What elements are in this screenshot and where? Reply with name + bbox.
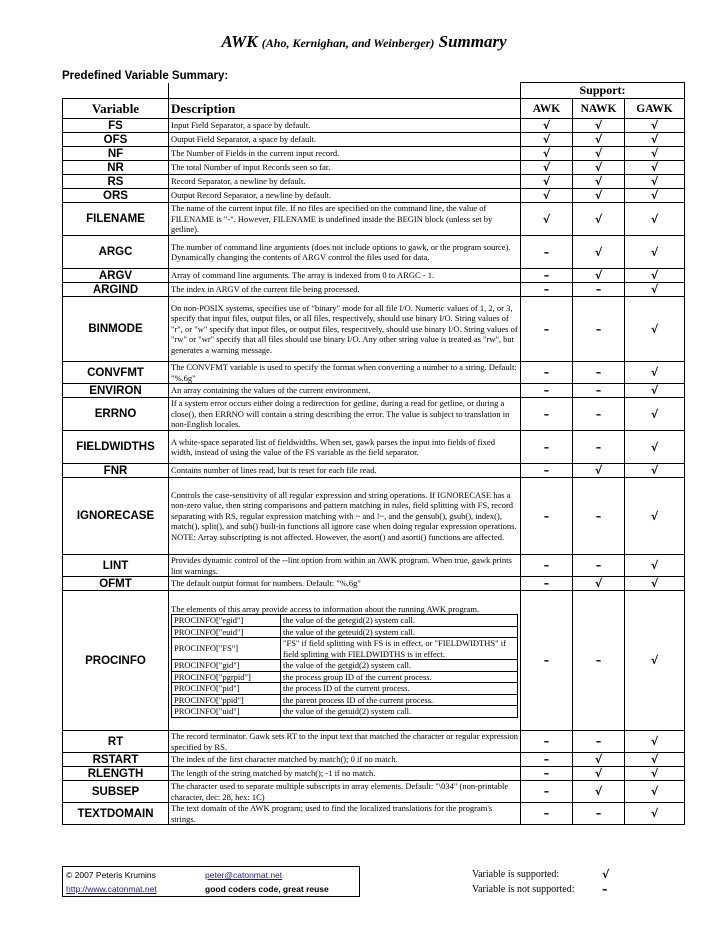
- check-icon: √: [573, 161, 625, 175]
- variable-name: RSTART: [63, 753, 169, 767]
- legend: [472, 868, 610, 898]
- variable-description: Input Field Separator, a space by default.: [169, 119, 521, 133]
- dash-icon: –: [521, 236, 573, 269]
- procinfo-entry: [172, 626, 518, 638]
- check-icon: √: [625, 269, 685, 283]
- variable-description: The index of the first character matched by match(); 0 if no match.: [169, 753, 521, 767]
- dash-icon: –: [521, 283, 573, 297]
- procinfo-value: the value of the getegid(2) system call.: [281, 615, 518, 627]
- dash-icon: –: [521, 577, 573, 591]
- procinfo-entry: [172, 638, 518, 660]
- variable-name: ENVIRON: [63, 384, 169, 398]
- section-title: Predefined Variable Summary:: [62, 70, 229, 82]
- variable-name: RT: [63, 731, 169, 753]
- variable-description: The name of the current input file. If no files are specified on the command line, the value of FILENAME is "-". However, FILENAME is undefined inside the BEGIN block (unless set by getline).: [169, 203, 521, 236]
- check-icon: √: [573, 236, 625, 269]
- variable-description: The number of command line arguments (does not include options to gawk, or the program source). Dynamically changing the contents of ARGV control the files used for data.: [169, 236, 521, 269]
- title-end: Summary: [438, 32, 507, 51]
- variable-description: [169, 591, 521, 731]
- footer-box: [62, 866, 360, 897]
- variable-description: Output Field Separator, a space by default.: [169, 133, 521, 147]
- check-icon: √: [625, 431, 685, 464]
- table-row: [63, 236, 685, 269]
- dash-icon: –: [573, 478, 625, 555]
- table-row: [63, 283, 685, 297]
- variable-name: SUBSEP: [63, 781, 169, 803]
- dash-icon: –: [573, 362, 625, 384]
- check-icon: √: [625, 133, 685, 147]
- check-icon: √: [625, 119, 685, 133]
- check-icon: √: [573, 753, 625, 767]
- check-icon: √: [625, 767, 685, 781]
- table-row: [63, 555, 685, 577]
- dash-icon: –: [573, 731, 625, 753]
- check-icon: √: [625, 577, 685, 591]
- dash-icon: –: [573, 591, 625, 731]
- dash-icon: –: [521, 384, 573, 398]
- variable-name: OFS: [63, 133, 169, 147]
- procinfo-value: "FS" if field splitting with FS is in effect, or "FIELDWIDTHS" if field splitting with FIELDWIDTHS is in effect.: [281, 638, 518, 660]
- variable-name: NF: [63, 147, 169, 161]
- dash-icon: –: [521, 362, 573, 384]
- description-text: The elements of this array provide access to information about the running AWK program.: [171, 603, 480, 614]
- dash-icon: –: [573, 431, 625, 464]
- slogan: good coders code, great reuse: [205, 884, 329, 894]
- check-icon: √: [573, 269, 625, 283]
- nawk-header: NAWK: [573, 99, 625, 119]
- variable-table: [62, 82, 685, 825]
- variable-name: ERRNO: [63, 398, 169, 431]
- check-icon: √: [521, 119, 573, 133]
- variable-name: BINMODE: [63, 297, 169, 362]
- table-row: [63, 384, 685, 398]
- procinfo-entry: [172, 694, 518, 706]
- check-icon: √: [573, 147, 625, 161]
- check-icon: √: [625, 384, 685, 398]
- dash-icon: –: [521, 555, 573, 577]
- copyright: © 2007 Peteris Krumins: [66, 870, 156, 880]
- procinfo-table: [171, 614, 518, 718]
- check-icon: √: [625, 203, 685, 236]
- variable-description: An array containing the values of the current environment.: [169, 384, 521, 398]
- variable-name: TEXTDOMAIN: [63, 803, 169, 825]
- variable-name: LINT: [63, 555, 169, 577]
- dash-icon: –: [602, 883, 608, 896]
- variable-description: The CONVFMT variable is used to specify the format when converting a number to a string. Default: "%.6g": [169, 362, 521, 384]
- check-icon: √: [625, 161, 685, 175]
- check-icon: √: [573, 464, 625, 478]
- awk-header: AWK: [521, 99, 573, 119]
- table-row: [63, 591, 685, 731]
- variable-header: Variable: [63, 99, 169, 119]
- check-icon: √: [573, 189, 625, 203]
- dash-icon: –: [573, 384, 625, 398]
- table-row: [63, 478, 685, 555]
- procinfo-entry: [172, 706, 518, 718]
- check-icon: √: [625, 478, 685, 555]
- variable-description: The record terminator. Gawk sets RT to the input text that matched the character or regular expression specified by RS.: [169, 731, 521, 753]
- check-icon: √: [625, 398, 685, 431]
- check-icon: √: [625, 175, 685, 189]
- table-row: [63, 753, 685, 767]
- dash-icon: –: [521, 803, 573, 825]
- variable-description: The character used to separate multiple subscripts in array elements. Default: "\034" (non-printable character, dec: 28, hex: 1C): [169, 781, 521, 803]
- check-icon: √: [625, 591, 685, 731]
- procinfo-entry: [172, 615, 518, 627]
- gawk-header: GAWK: [625, 99, 685, 119]
- variable-description: The text domain of the AWK program; used to find the localized translations for the program's strings.: [169, 803, 521, 825]
- check-icon: √: [625, 781, 685, 803]
- check-icon: √: [625, 236, 685, 269]
- page-title: [0, 32, 728, 52]
- check-icon: √: [521, 161, 573, 175]
- dash-icon: –: [573, 803, 625, 825]
- variable-description: Array of command line arguments. The array is indexed from 0 to ARGC - 1.: [169, 269, 521, 283]
- procinfo-key: PROCINFO["pid"]: [172, 683, 281, 695]
- check-icon: √: [521, 189, 573, 203]
- check-icon: √: [521, 203, 573, 236]
- table-row: [63, 398, 685, 431]
- procinfo-value: the value of the getuid(2) system call.: [281, 706, 518, 718]
- variable-description: The total Number of input Records seen so far.: [169, 161, 521, 175]
- check-icon: √: [573, 175, 625, 189]
- table-row: [63, 203, 685, 236]
- variable-name: ARGC: [63, 236, 169, 269]
- procinfo-key: PROCINFO["FS"]: [172, 638, 281, 660]
- variable-name: FNR: [63, 464, 169, 478]
- legend-supported-label: Variable is supported:: [472, 869, 560, 880]
- variable-name: PROCINFO: [63, 591, 169, 731]
- variable-description: Controls the case-sensitivity of all regular expression and string operations. If IGNORECASE has a non-zero value, then string comparisons and pattern matching in rules, field splitting with FS, record separating with RS, regular expression matching with ~ and !~, and the gensub(), gsub(), index(), match(), split(), and sub() built-in functions all ignore case when doing regular expression operations. NOTE: Array subscripting is not affected. However, the asort() and asorti() functions are affected.: [169, 478, 521, 555]
- table-row: [63, 577, 685, 591]
- table-row: [63, 767, 685, 781]
- dash-icon: –: [521, 591, 573, 731]
- table-row: [63, 147, 685, 161]
- check-icon: √: [573, 119, 625, 133]
- check-icon: √: [573, 203, 625, 236]
- check-icon: √: [573, 577, 625, 591]
- dash-icon: –: [521, 478, 573, 555]
- legend-not-supported: [472, 883, 608, 898]
- procinfo-value: the process group ID of the current process.: [281, 671, 518, 683]
- table-row: [63, 119, 685, 133]
- check-icon: √: [625, 555, 685, 577]
- variable-description: Provides dynamic control of the --lint option from within an AWK program. When true, gawk prints lint warnings.: [169, 555, 521, 577]
- variable-description: On non-POSIX systems, specifies use of "binary" mode for all file I/O. Numeric values of 1, 2, or 3, specify that input files, output files, or all files, respectively, should use binary I/O. String values of "r", or "w" specify that input files, or output files, respectively, should use binary I/O. String values of "rw" or "wr" specify that all files should use binary I/O. Any other string value is treated as "rw", but generates a warning message.: [169, 297, 521, 362]
- check-icon: √: [625, 297, 685, 362]
- procinfo-entry: [172, 660, 518, 672]
- dash-icon: –: [573, 555, 625, 577]
- check-icon: √: [625, 147, 685, 161]
- dash-icon: –: [521, 731, 573, 753]
- table-row: [63, 431, 685, 464]
- procinfo-value: the value of the getgid(2) system call.: [281, 660, 518, 672]
- website-link[interactable]: http://www.catonmat.net: [66, 884, 157, 894]
- table-row: [63, 362, 685, 384]
- procinfo-key: PROCINFO["pgrpid"]: [172, 671, 281, 683]
- procinfo-value: the parent process ID of the current process.: [281, 694, 518, 706]
- variable-name: ARGV: [63, 269, 169, 283]
- variable-description: The index in ARGV of the current file being processed.: [169, 283, 521, 297]
- variable-name: RLENGTH: [63, 767, 169, 781]
- check-icon: √: [521, 133, 573, 147]
- dash-icon: –: [521, 753, 573, 767]
- variable-name: CONVFMT: [63, 362, 169, 384]
- table-row: [63, 175, 685, 189]
- check-icon: √: [573, 781, 625, 803]
- check-icon: √: [521, 147, 573, 161]
- procinfo-value: the value of the geteuid(2) system call.: [281, 626, 518, 638]
- check-icon: √: [625, 362, 685, 384]
- legend-not-supported-label: Variable is not supported:: [472, 884, 575, 895]
- variable-description: Record Separator, a newline by default.: [169, 175, 521, 189]
- check-icon: √: [625, 731, 685, 753]
- dash-icon: –: [521, 464, 573, 478]
- table-row: [63, 133, 685, 147]
- variable-description: The default output format for numbers. Default: "%.6g": [169, 577, 521, 591]
- variable-name: OFMT: [63, 577, 169, 591]
- table-row: [63, 161, 685, 175]
- table-row: [63, 731, 685, 753]
- dash-icon: –: [573, 283, 625, 297]
- table-row: [63, 269, 685, 283]
- variable-name: ARGIND: [63, 283, 169, 297]
- variable-description: Contains number of lines read, but is reset for each file read.: [169, 464, 521, 478]
- dash-icon: –: [573, 297, 625, 362]
- dash-icon: –: [521, 398, 573, 431]
- procinfo-key: PROCINFO["egid"]: [172, 615, 281, 627]
- variable-description: If a system error occurs either doing a redirection for getline, during a read for getline, or during a close(), then ERRNO will contain a string describing the error. The value is subject to translation in non-English locales.: [169, 398, 521, 431]
- dash-icon: –: [521, 781, 573, 803]
- variable-name: FIELDWIDTHS: [63, 431, 169, 464]
- variable-name: RS: [63, 175, 169, 189]
- title-subtitle: (Aho, Kernighan, and Weinberger): [261, 36, 435, 50]
- dash-icon: –: [573, 398, 625, 431]
- check-icon: √: [625, 189, 685, 203]
- legend-supported: [472, 868, 610, 883]
- procinfo-key: PROCINFO["uid"]: [172, 706, 281, 718]
- variable-name: FS: [63, 119, 169, 133]
- procinfo-entry: [172, 671, 518, 683]
- check-icon: √: [573, 767, 625, 781]
- table-row: [63, 297, 685, 362]
- procinfo-entry: [172, 683, 518, 695]
- check-icon: √: [602, 868, 610, 881]
- check-icon: √: [625, 464, 685, 478]
- variable-name: ORS: [63, 189, 169, 203]
- dash-icon: –: [521, 431, 573, 464]
- table-row: [63, 189, 685, 203]
- table-row: [63, 781, 685, 803]
- check-icon: √: [573, 133, 625, 147]
- dash-icon: –: [521, 297, 573, 362]
- variable-rows: [63, 119, 685, 825]
- dash-icon: –: [521, 767, 573, 781]
- variable-description: Output Record Separator, a newline by default.: [169, 189, 521, 203]
- variable-name: NR: [63, 161, 169, 175]
- table-row: [63, 803, 685, 825]
- check-icon: √: [625, 283, 685, 297]
- procinfo-key: PROCINFO["gid"]: [172, 660, 281, 672]
- check-icon: √: [521, 175, 573, 189]
- check-icon: √: [625, 753, 685, 767]
- variable-name: FILENAME: [63, 203, 169, 236]
- procinfo-value: the process ID of the current process.: [281, 683, 518, 695]
- check-icon: √: [625, 803, 685, 825]
- variable-description: The length of the string matched by match(); -1 if no match.: [169, 767, 521, 781]
- procinfo-key: PROCINFO["ppid"]: [172, 694, 281, 706]
- support-header: Support:: [521, 83, 685, 99]
- variable-name: IGNORECASE: [63, 478, 169, 555]
- title-main: AWK: [221, 32, 258, 51]
- variable-description: The Number of Fields in the current input record.: [169, 147, 521, 161]
- dash-icon: –: [521, 269, 573, 283]
- email-link[interactable]: peter@catonmat.net: [205, 870, 283, 880]
- description-header: Description: [169, 99, 521, 119]
- variable-description: A white-space separated list of fieldwidths. When set, gawk parses the input into fields of fixed width, instead of using the value of the FS variable as the field separator.: [169, 431, 521, 464]
- procinfo-key: PROCINFO["euid"]: [172, 626, 281, 638]
- table-row: [63, 464, 685, 478]
